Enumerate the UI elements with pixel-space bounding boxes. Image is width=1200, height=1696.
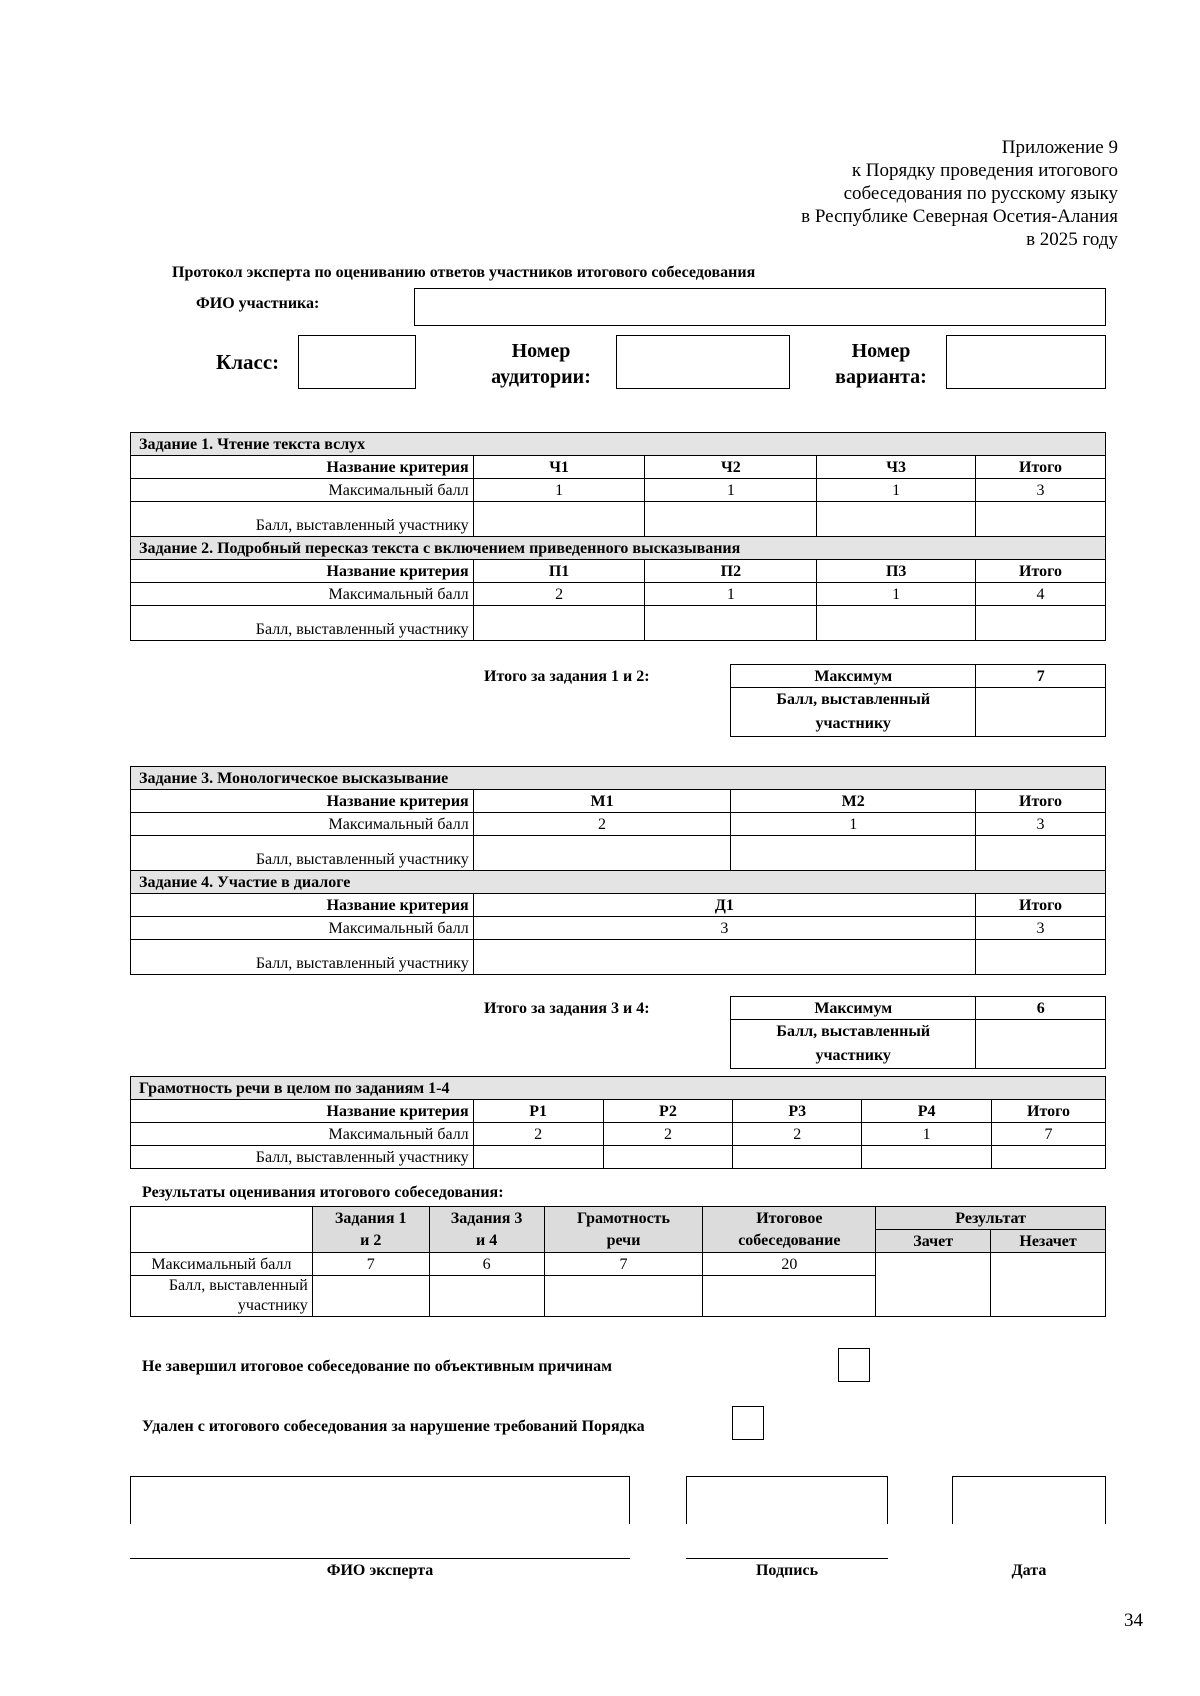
literacy-header-row xyxy=(131,1077,1106,1100)
task1-max-row xyxy=(131,479,1106,502)
signature-box[interactable] xyxy=(686,1476,888,1524)
results-col-result: Результат xyxy=(876,1207,1106,1230)
results-pass-label: Зачет xyxy=(876,1230,991,1253)
given-r1[interactable] xyxy=(473,1146,603,1169)
appendix-line: собеседования по русскому языку xyxy=(843,183,1118,204)
given-m1[interactable] xyxy=(473,836,731,871)
total-label: Итого xyxy=(992,1100,1106,1123)
room-label-line: аудитории: xyxy=(491,366,591,388)
max-m1: 2 xyxy=(473,813,731,836)
criterion-p1: П1 xyxy=(473,560,645,583)
task2-given-row xyxy=(131,606,1106,641)
class-field[interactable] xyxy=(298,335,416,389)
max-score-label: Максимальный балл xyxy=(131,479,474,502)
criteria-name-label: Название критерия xyxy=(131,894,474,917)
results-header-row-1 xyxy=(131,1207,1106,1230)
given-ch2[interactable] xyxy=(645,502,817,537)
total-34-max-row xyxy=(731,997,1106,1020)
task4-criteria-row xyxy=(131,894,1106,917)
max-r3: 2 xyxy=(733,1123,862,1146)
max-total: 7 xyxy=(992,1123,1106,1146)
total-12-max-row xyxy=(731,665,1106,688)
task1-header-row xyxy=(131,433,1106,456)
given-ch1[interactable] xyxy=(473,502,645,537)
given-score-label: Балл, выставленный участнику xyxy=(131,940,474,975)
header-line: Грамотность xyxy=(576,1210,670,1227)
label-line: Балл, выставленный xyxy=(168,1277,308,1294)
criteria-name-label: Название критерия xyxy=(131,790,474,813)
class-label: Класс: xyxy=(216,350,280,374)
header-line: и 2 xyxy=(360,1232,382,1249)
room-field[interactable] xyxy=(616,335,790,389)
expert-name-line xyxy=(130,1558,630,1559)
total-label: Итого xyxy=(976,790,1106,813)
task2-max-row xyxy=(131,583,1106,606)
results-col-tasks-12 xyxy=(312,1207,429,1253)
results-max-literacy: 7 xyxy=(544,1253,703,1276)
criteria-name-label: Название критерия xyxy=(131,560,474,583)
variant-label-line: Номер xyxy=(851,340,911,362)
task1-title: Задание 1. Чтение текста вслух xyxy=(131,433,1106,456)
results-fail-label: Незачет xyxy=(991,1230,1106,1253)
tasks-3-4-table xyxy=(130,766,1106,975)
total-34-given[interactable] xyxy=(976,1020,1106,1069)
results-pass-cell[interactable] xyxy=(876,1253,991,1317)
header-line: Итоговое xyxy=(756,1210,823,1227)
given-p3[interactable] xyxy=(817,606,976,641)
given-m2[interactable] xyxy=(731,836,976,871)
appendix-line: к Порядку проведения итогового xyxy=(851,160,1118,181)
appendix-header xyxy=(801,136,1118,251)
results-col-tasks-34 xyxy=(429,1207,544,1253)
header-line: Задания 1 xyxy=(334,1210,407,1227)
appendix-line: в Республике Северная Осетия-Алания xyxy=(801,206,1118,227)
given-total[interactable] xyxy=(976,606,1106,641)
task4-given-row xyxy=(131,940,1106,975)
results-max-final: 20 xyxy=(703,1253,876,1276)
max-d1: 3 xyxy=(473,917,975,940)
criterion-m1: М1 xyxy=(473,790,731,813)
literacy-criteria-row xyxy=(131,1100,1106,1123)
criterion-ch1: Ч1 xyxy=(473,456,645,479)
given-total[interactable] xyxy=(976,502,1106,537)
results-col-literacy xyxy=(544,1207,703,1253)
removed-checkbox[interactable] xyxy=(732,1406,764,1440)
header-line: речи xyxy=(606,1232,641,1249)
results-max-label: Максимальный балл xyxy=(131,1253,313,1276)
results-max-12: 7 xyxy=(312,1253,429,1276)
room-label-line: Номер xyxy=(511,340,571,362)
header-line: Задания 3 xyxy=(450,1210,523,1227)
protocol-title: Протокол эксперта по оцениванию ответов участников итогового собеседования xyxy=(172,264,756,281)
task4-header-row xyxy=(131,871,1106,894)
criterion-r4: Р4 xyxy=(862,1100,992,1123)
max-score-label: Максимальный балл xyxy=(131,917,474,940)
label-line: Балл, выставленный xyxy=(776,691,931,708)
results-given-label xyxy=(131,1276,313,1317)
given-r3[interactable] xyxy=(733,1146,862,1169)
tasks-1-2-table xyxy=(130,432,1106,641)
literacy-max-row xyxy=(131,1123,1106,1146)
appendix-line: в 2025 году xyxy=(1026,229,1118,250)
fio-label: ФИО участника: xyxy=(196,295,320,312)
fio-field[interactable] xyxy=(414,288,1106,326)
not-completed-checkbox[interactable] xyxy=(838,1348,870,1382)
total-12-given[interactable] xyxy=(976,688,1106,737)
results-title: Результаты оценивания итогового собеседования: xyxy=(142,1184,504,1201)
given-score-label: Балл, выставленный участнику xyxy=(131,836,474,871)
given-p2[interactable] xyxy=(645,606,817,641)
header-line: и 4 xyxy=(476,1232,498,1249)
variant-label-line: варианта: xyxy=(835,366,927,388)
max-p1: 2 xyxy=(473,583,645,606)
criterion-d1: Д1 xyxy=(473,894,975,917)
criterion-ch2: Ч2 xyxy=(645,456,817,479)
results-given-12[interactable] xyxy=(312,1276,429,1317)
total-12-given-row xyxy=(731,688,1106,737)
results-given-final[interactable] xyxy=(703,1276,876,1317)
given-d1[interactable] xyxy=(473,940,975,975)
given-r2[interactable] xyxy=(603,1146,733,1169)
criterion-m2: М2 xyxy=(731,790,976,813)
given-r4[interactable] xyxy=(862,1146,992,1169)
criterion-r3: Р3 xyxy=(733,1100,862,1123)
expert-name-caption: ФИО эксперта xyxy=(326,1562,434,1579)
task3-given-row xyxy=(131,836,1106,871)
results-table xyxy=(130,1206,1106,1317)
results-corner-cell xyxy=(131,1207,313,1253)
criterion-r2: Р2 xyxy=(603,1100,733,1123)
max-score-label: Максимальный балл xyxy=(131,1123,474,1146)
task3-title: Задание 3. Монологическое высказывание xyxy=(131,767,1106,790)
label-line: участнику xyxy=(815,1047,891,1064)
results-col-final xyxy=(703,1207,876,1253)
appendix-line: Приложение 9 xyxy=(1001,137,1118,158)
given-score-label: Балл, выставленный участнику xyxy=(131,1146,474,1169)
task4-title: Задание 4. Участие в диалоге xyxy=(131,871,1106,894)
variant-field[interactable] xyxy=(946,335,1106,389)
given-score-short-label xyxy=(731,688,976,737)
criterion-r1: Р1 xyxy=(473,1100,603,1123)
label-line: участнику xyxy=(237,1297,308,1314)
criterion-p3: П3 xyxy=(817,560,976,583)
criteria-name-label: Название критерия xyxy=(131,1100,474,1123)
total-34-given-row xyxy=(731,1020,1106,1069)
max-total: 3 xyxy=(976,917,1106,940)
date-box[interactable] xyxy=(952,1476,1106,1524)
signature-line xyxy=(686,1558,888,1559)
total-12-table xyxy=(730,664,1106,737)
max-r2: 2 xyxy=(603,1123,733,1146)
given-total[interactable] xyxy=(976,940,1106,975)
max-p2: 1 xyxy=(645,583,817,606)
results-given-literacy[interactable] xyxy=(544,1276,703,1317)
results-max-34: 6 xyxy=(429,1253,544,1276)
not-completed-label: Не завершил итоговое собеседование по объективным причинам xyxy=(142,1358,613,1375)
total-34-table xyxy=(730,996,1106,1069)
room-label xyxy=(476,338,606,390)
literacy-given-row xyxy=(131,1146,1106,1169)
results-fail-cell[interactable] xyxy=(991,1253,1106,1317)
header-line: собеседование xyxy=(738,1232,841,1249)
maximum-label: Максимум xyxy=(731,997,976,1020)
signature-caption: Подпись xyxy=(755,1562,819,1579)
given-total[interactable] xyxy=(976,836,1106,871)
given-score-short-label xyxy=(731,1020,976,1069)
given-score-label: Балл, выставленный участнику xyxy=(131,502,474,537)
total-label: Итого xyxy=(976,456,1106,479)
task2-title: Задание 2. Подробный пересказ текста с включением приведенного высказывания xyxy=(131,537,1106,560)
total-12-label: Итого за задания 1 и 2: xyxy=(484,668,650,685)
maximum-label: Максимум xyxy=(731,665,976,688)
criterion-p2: П2 xyxy=(645,560,817,583)
literacy-table xyxy=(130,1076,1106,1169)
max-ch1: 1 xyxy=(473,479,645,502)
criterion-ch3: Ч3 xyxy=(817,456,976,479)
max-m2: 1 xyxy=(731,813,976,836)
expert-name-box[interactable] xyxy=(130,1476,630,1524)
literacy-title: Грамотность речи в целом по заданиям 1-4 xyxy=(131,1077,1106,1100)
criteria-name-label: Название критерия xyxy=(131,456,474,479)
results-given-34[interactable] xyxy=(429,1276,544,1317)
task3-header-row xyxy=(131,767,1106,790)
task3-criteria-row xyxy=(131,790,1106,813)
given-score-label: Балл, выставленный участнику xyxy=(131,606,474,641)
max-p3: 1 xyxy=(817,583,976,606)
max-ch3: 1 xyxy=(817,479,976,502)
label-line: участнику xyxy=(815,715,891,732)
max-r4: 1 xyxy=(862,1123,992,1146)
task2-criteria-row xyxy=(131,560,1106,583)
label-line: Балл, выставленный xyxy=(776,1023,931,1040)
total-label: Итого xyxy=(976,560,1106,583)
max-r1: 2 xyxy=(473,1123,603,1146)
date-caption: Дата xyxy=(1011,1562,1047,1579)
given-p1[interactable] xyxy=(473,606,645,641)
given-ch3[interactable] xyxy=(817,502,976,537)
task3-max-row xyxy=(131,813,1106,836)
task1-given-row xyxy=(131,502,1106,537)
total-34-max: 6 xyxy=(976,997,1106,1020)
max-total: 3 xyxy=(976,813,1106,836)
max-total: 4 xyxy=(976,583,1106,606)
page-number: 34 xyxy=(1124,1610,1143,1631)
total-12-max: 7 xyxy=(976,665,1106,688)
max-ch2: 1 xyxy=(645,479,817,502)
task2-header-row xyxy=(131,537,1106,560)
results-max-row xyxy=(131,1253,1106,1276)
total-label: Итого xyxy=(976,894,1106,917)
max-score-label: Максимальный балл xyxy=(131,813,474,836)
variant-label xyxy=(826,338,936,390)
max-total: 3 xyxy=(976,479,1106,502)
max-score-label: Максимальный балл xyxy=(131,583,474,606)
task4-max-row xyxy=(131,917,1106,940)
removed-label: Удален с итогового собеседования за нарушение требований Порядка xyxy=(142,1418,645,1435)
given-total[interactable] xyxy=(992,1146,1106,1169)
total-34-label: Итого за задания 3 и 4: xyxy=(484,1000,650,1017)
task1-criteria-row xyxy=(131,456,1106,479)
